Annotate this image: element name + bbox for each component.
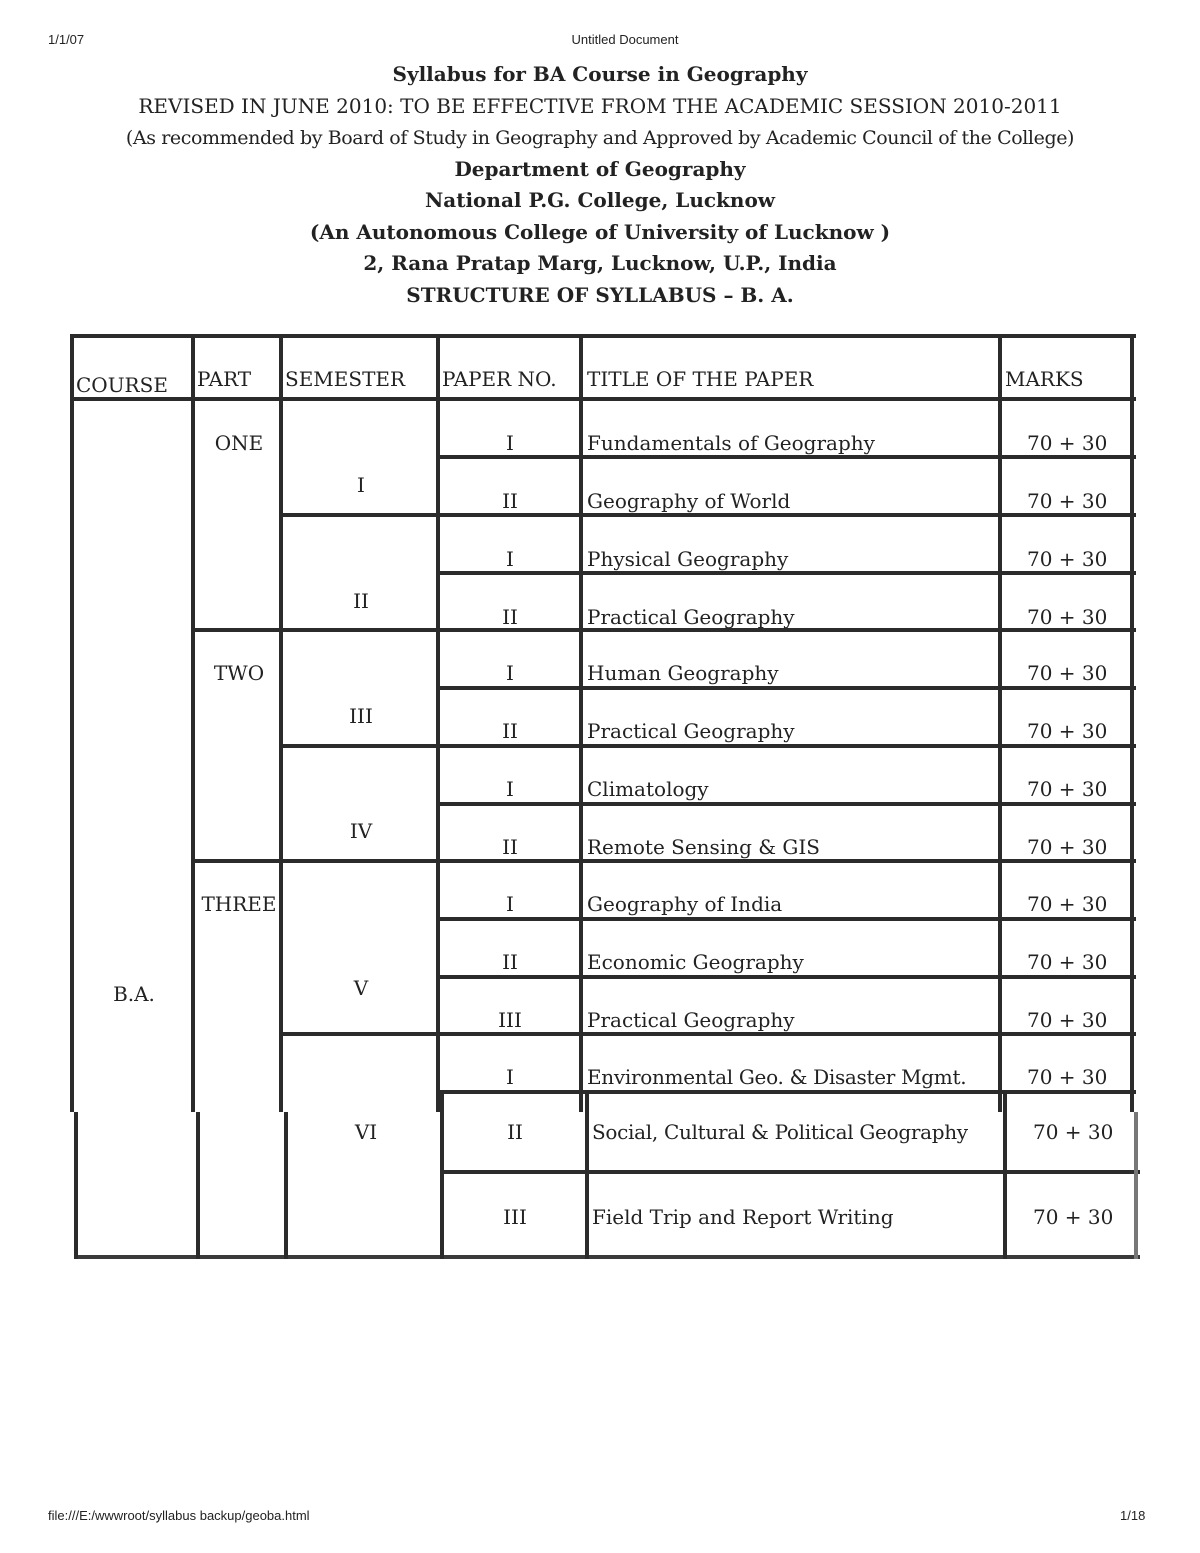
col-border bbox=[1130, 334, 1134, 1112]
marks-cell: 70 + 30 bbox=[1033, 1205, 1114, 1229]
paper-title-cell: Practical Geography bbox=[587, 605, 795, 629]
paper-title-cell: Economic Geography bbox=[587, 950, 804, 974]
paper-no-cell: I bbox=[506, 661, 514, 685]
col-border bbox=[1003, 1093, 1007, 1259]
marks-cell: 70 + 30 bbox=[1027, 777, 1108, 801]
row-rule bbox=[283, 513, 1136, 517]
paper-title-cell: Fundamentals of Geography bbox=[587, 431, 875, 455]
structure-heading: STRUCTURE OF SYLLABUS – B. A. bbox=[406, 283, 794, 307]
table-border-top bbox=[70, 334, 1136, 338]
row-rule bbox=[440, 975, 1136, 979]
paper-no-cell: III bbox=[498, 1008, 522, 1032]
row-rule bbox=[444, 1170, 1140, 1174]
paper-title-cell: Environmental Geo. & Disaster Mgmt. bbox=[587, 1065, 967, 1089]
row-rule bbox=[440, 455, 1136, 459]
paper-no-cell: II bbox=[502, 719, 518, 743]
semester-cell: I bbox=[357, 473, 365, 497]
part-cell: THREE bbox=[201, 892, 277, 916]
paper-no-cell: II bbox=[502, 835, 518, 859]
row-rule bbox=[440, 1090, 1136, 1094]
paper-title-cell: Geography of World bbox=[587, 489, 791, 513]
marks-cell: 70 + 30 bbox=[1027, 719, 1108, 743]
paper-title-cell: Remote Sensing & GIS bbox=[587, 835, 820, 859]
paper-title-cell: Physical Geography bbox=[587, 547, 789, 571]
semester-cell: V bbox=[353, 976, 369, 1000]
paper-no-cell: III bbox=[503, 1205, 527, 1229]
paper-no-cell: I bbox=[506, 431, 514, 455]
browser-footer-path: file:///E:/wwwroot/syllabus backup/geoba.html bbox=[48, 1508, 310, 1523]
row-rule bbox=[440, 802, 1136, 806]
recommendation-note: (As recommended by Board of Study in Geography and Approved by Academic Council of the College) bbox=[125, 127, 1075, 149]
marks-cell: 70 + 30 bbox=[1027, 605, 1108, 629]
semester-cell: III bbox=[349, 704, 373, 728]
marks-cell: 70 + 30 bbox=[1027, 950, 1108, 974]
college-name: National P.G. College, Lucknow bbox=[424, 188, 775, 212]
header-title: TITLE OF THE PAPER bbox=[587, 367, 814, 391]
marks-cell: 70 + 30 bbox=[1033, 1120, 1114, 1144]
paper-title-cell: Practical Geography bbox=[587, 719, 795, 743]
college-address: 2, Rana Pratap Marg, Lucknow, U.P., India bbox=[363, 251, 837, 275]
col-border bbox=[74, 1112, 78, 1259]
row-rule bbox=[440, 571, 1136, 575]
paper-title-cell: Human Geography bbox=[587, 661, 779, 685]
paper-title-cell: Climatology bbox=[587, 777, 709, 801]
course-cell: B.A. bbox=[113, 982, 155, 1006]
browser-footer-page: 1/18 bbox=[1120, 1508, 1146, 1523]
row-rule bbox=[195, 859, 1136, 863]
paper-no-cell: I bbox=[506, 547, 514, 571]
col-border bbox=[440, 1093, 444, 1259]
col-border bbox=[585, 1093, 589, 1259]
part-cell: ONE bbox=[214, 431, 264, 455]
row-rule bbox=[283, 744, 1136, 748]
header-semester: SEMESTER bbox=[285, 367, 406, 391]
marks-cell: 70 + 30 bbox=[1027, 661, 1108, 685]
marks-cell: 70 + 30 bbox=[1027, 1065, 1108, 1089]
paper-no-cell: I bbox=[506, 892, 514, 916]
paper-title-cell: Geography of India bbox=[587, 892, 783, 916]
col-border bbox=[1134, 1112, 1138, 1259]
revised-notice: REVISED IN JUNE 2010: TO BE EFFECTIVE FROM THE ACADEMIC SESSION 2010-2011 bbox=[138, 94, 1062, 118]
department-name: Department of Geography bbox=[454, 157, 746, 181]
marks-cell: 70 + 30 bbox=[1027, 1008, 1108, 1032]
table-border-bottom bbox=[74, 1255, 1140, 1259]
browser-header-date: 1/1/07 bbox=[48, 32, 85, 47]
paper-no-cell: II bbox=[502, 950, 518, 974]
paper-no-cell: I bbox=[506, 777, 514, 801]
paper-no-cell: II bbox=[502, 605, 518, 629]
header-course: COURSE bbox=[76, 373, 168, 397]
paper-no-cell: II bbox=[507, 1120, 523, 1144]
marks-cell: 70 + 30 bbox=[1027, 892, 1108, 916]
paper-no-cell: I bbox=[506, 1065, 514, 1089]
paper-no-cell: II bbox=[502, 489, 518, 513]
browser-header-title: Untitled Document bbox=[571, 32, 679, 47]
semester-cell: VI bbox=[354, 1120, 378, 1144]
marks-cell: 70 + 30 bbox=[1027, 431, 1108, 455]
row-rule bbox=[283, 1032, 1136, 1036]
col-border bbox=[196, 1112, 200, 1259]
paper-title-cell: Practical Geography bbox=[587, 1008, 795, 1032]
row-rule bbox=[440, 917, 1136, 921]
marks-cell: 70 + 30 bbox=[1027, 547, 1108, 571]
header-marks: MARKS bbox=[1005, 367, 1084, 391]
paper-title-cell: Social, Cultural & Political Geography bbox=[592, 1120, 968, 1144]
semester-cell: II bbox=[353, 589, 369, 613]
semester-cell: IV bbox=[349, 819, 373, 843]
marks-cell: 70 + 30 bbox=[1027, 835, 1108, 859]
header-rule bbox=[70, 397, 1136, 401]
part-cell: TWO bbox=[213, 661, 265, 685]
header-part: PART bbox=[197, 367, 252, 391]
paper-title-cell: Field Trip and Report Writing bbox=[592, 1205, 894, 1229]
header-paper-no: PAPER NO. bbox=[442, 367, 557, 391]
row-rule bbox=[440, 686, 1136, 690]
document-title: Syllabus for BA Course in Geography bbox=[392, 62, 808, 86]
col-border bbox=[998, 334, 1002, 1112]
autonomous-note: (An Autonomous College of University of Lucknow ) bbox=[309, 220, 891, 244]
marks-cell: 70 + 30 bbox=[1027, 489, 1108, 513]
